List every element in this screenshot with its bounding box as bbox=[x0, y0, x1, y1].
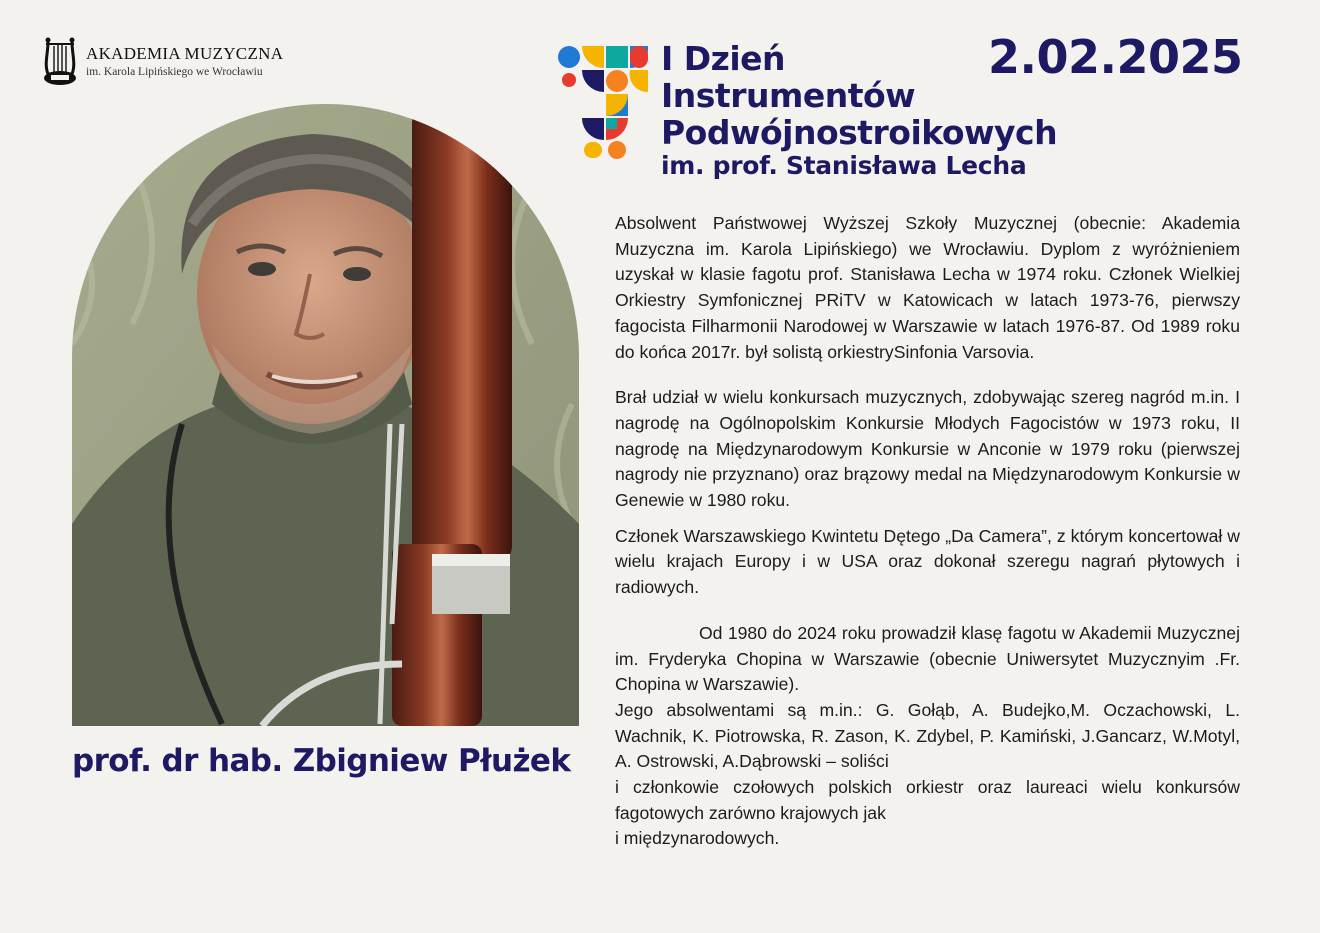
bio-paragraph-6: i członkowie czołowych polskich orkiestr oraz laureaci wielu konkursów fagotowych zarówno krajowych jak bbox=[615, 777, 1240, 823]
lyre-icon bbox=[42, 36, 78, 86]
biography bbox=[615, 211, 1240, 852]
person-name: prof. dr hab. Zbigniew Płużek bbox=[72, 743, 571, 779]
event-title-line-4: im. prof. Stanisława Lecha bbox=[661, 151, 1027, 180]
bio-paragraph-5: Jego absolwentami są m.in.: G. Gołąb, A. Budejko,M. Oczachowski, L. Wachnik, K. Piotrowska, R. Zason, K. Zdybel, P. Kamiński, J.Gancarz, W.Motyl, A. Ostrowski, A.Dąbrowski – soliści bbox=[615, 699, 1240, 772]
academy-logo bbox=[42, 36, 283, 86]
bio-paragraph-1: Absolwent Państwowej Wyższej Szkoły Muzycznej (obecnie: Akademia Muzyczna im. Karola Lipińskiego) we Wrocławiu. Dyplom z wyróżnieniem uzyskał w klasie fagotu prof. Stanisława Lecha w 1974 roku. Członek Wielkiej Orkiestry Symfonicznej PRiTV w Katowicach w latach 1973-76, pierwszy fagocista Filharmonii Narodowej w Warszawie w latach 1976-87. Od 1989 roku do końca 2017r. był solistą orkiestrySinfonia Varsovia. bbox=[615, 213, 1240, 362]
bio-paragraph-3: Członek Warszawskiego Kwintetu Dętego „Da Camera”, z którym koncertował w wielu krajach Europy i w USA oraz dokonał szeregu nagrań płytowych i radiowych. bbox=[615, 525, 1240, 598]
bio-paragraph-2: Brał udział w wielu konkursach muzycznych, zdobywając szereg nagród m.in. I nagrodę na Ogólnopolskim Konkursie Młodych Fagocistów w 1973 roku, II nagrodę na Międzynarodowym Konkursie w Anconie w 1979 roku (pierwszej nagrody nie przyznano) oraz brązowy medal na Międzynarodowym Konkursie w Genewie w 1980 roku. bbox=[615, 387, 1240, 511]
event-date: 2.02.2025 bbox=[988, 30, 1243, 84]
event-title-line-3: Podwójnostroikowych bbox=[661, 113, 1058, 152]
event-emblem-icon bbox=[556, 44, 650, 160]
academy-subtitle: im. Karola Lipińskiego we Wrocławiu bbox=[86, 66, 263, 78]
event-title-line-1: I Dzień bbox=[661, 39, 786, 78]
bio-paragraph-7: i międzynarodowych. bbox=[615, 828, 780, 849]
event-title-line-2: Instrumentów bbox=[661, 76, 916, 115]
bio-paragraph-4: Od 1980 do 2024 roku prowadził klasę fagotu w Akademii Muzycznej im. Fryderyka Chopina w Warszawie (obecnie Uniwersytet Muzycznyim .Fr. Chopina w Warszawie). bbox=[615, 622, 1240, 695]
portrait-photo bbox=[72, 104, 579, 726]
academy-name: AKADEMIA MUZYCZNA bbox=[86, 44, 284, 63]
